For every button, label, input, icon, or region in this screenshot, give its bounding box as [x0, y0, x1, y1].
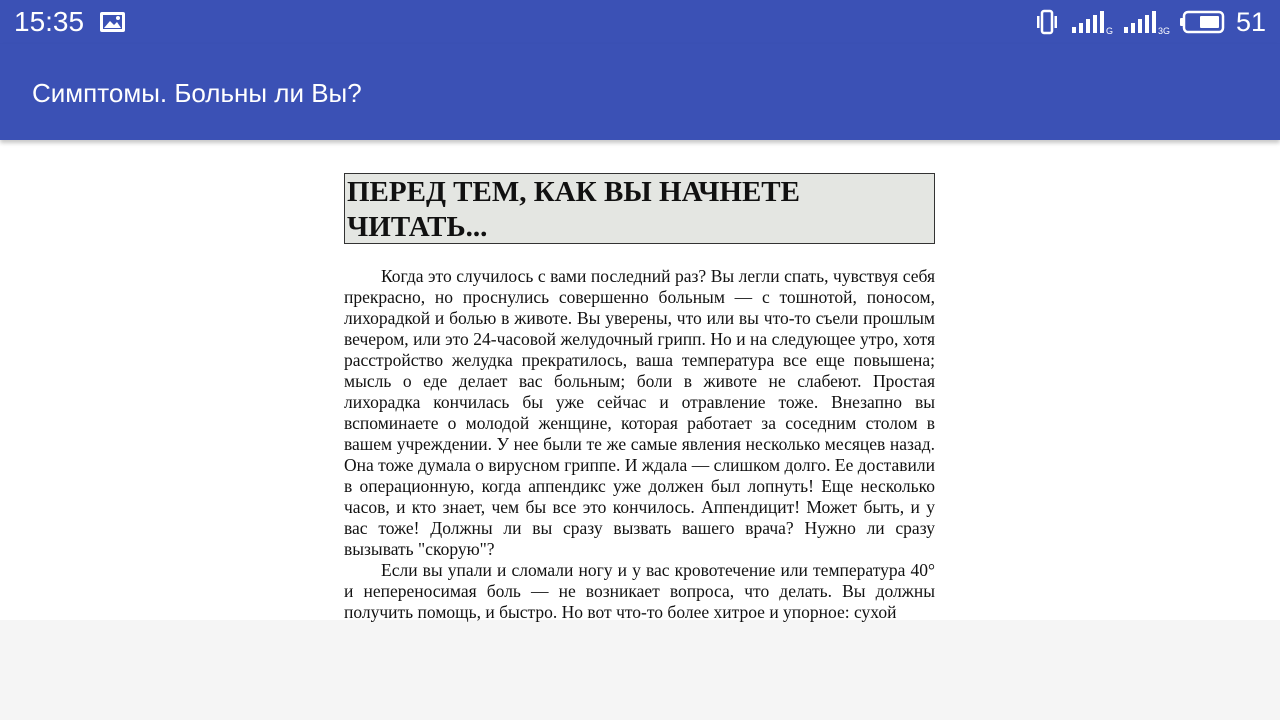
document-page: [344, 173, 935, 623]
bottom-area: [0, 620, 1280, 720]
battery-icon: [1180, 10, 1226, 34]
signal-3g-icon: [1122, 9, 1170, 35]
article-body: [344, 266, 935, 623]
vibrate-icon: [1034, 9, 1060, 35]
app-title: Симптомы. Больны ли Вы?: [32, 78, 362, 108]
status-bar: [0, 0, 1280, 44]
status-time: 15:35: [14, 6, 85, 37]
signal-1-label: G: [1105, 26, 1113, 36]
status-icons: [1024, 6, 1266, 38]
chapter-heading: ПЕРЕД ТЕМ, КАК ВЫ НАЧНЕТЕ ЧИТАТЬ...: [344, 173, 935, 244]
document-viewer[interactable]: [0, 140, 1280, 620]
paragraph-1: Когда это случилось с вами последний раз? Вы легли спать, чувствуя себя прекрасно, но проснулись совершенно больным — с тошнотой, поносом, лихорадкой и болью в животе. Вы уверены, что или вы что-то съели прошлым вечером, или это 24-часовой желудочный грипп. Но и на следующее утро, хотя расстройство желудка прекратилось, ваша температура все еще повышена; мысль о еде делает вас больным; боли в животе не слабеют. Простая лихорадка кончилась бы уже сейчас и отравление тоже. Внезапно вы вспоминаете о молодой женщине, которая работает за соседним столом в вашем учреждении. У нее были те же самые явления несколько месяцев назад. Она тоже думала о вирусном гриппе. И ждала — слишком долго. Ее доставили в операционную, когда аппендикс уже должен был лопнуть! Еще несколько часов, и кто знает, чем бы все это кончилось. Аппендицит! Может быть, и у вас тоже! Должны ли вы сразу вызвать вашего врача? Нужно ли сразу вызывать "скорую"?: [344, 266, 935, 559]
app-bar: [0, 44, 1280, 140]
battery-level: 51: [1235, 7, 1266, 37]
paragraph-2: Если вы упали и сломали ногу и у вас кровотечение или температура 40° и непереносимая боль — не возникает вопроса, что делать. Вы должны получить помощь, и быстро. Но вот что-то более хитрое и упорное: сухой: [344, 560, 935, 622]
image-notification-icon: [99, 11, 126, 33]
signal-2-label: 3G: [1157, 26, 1170, 36]
signal-icon: [1070, 9, 1113, 36]
